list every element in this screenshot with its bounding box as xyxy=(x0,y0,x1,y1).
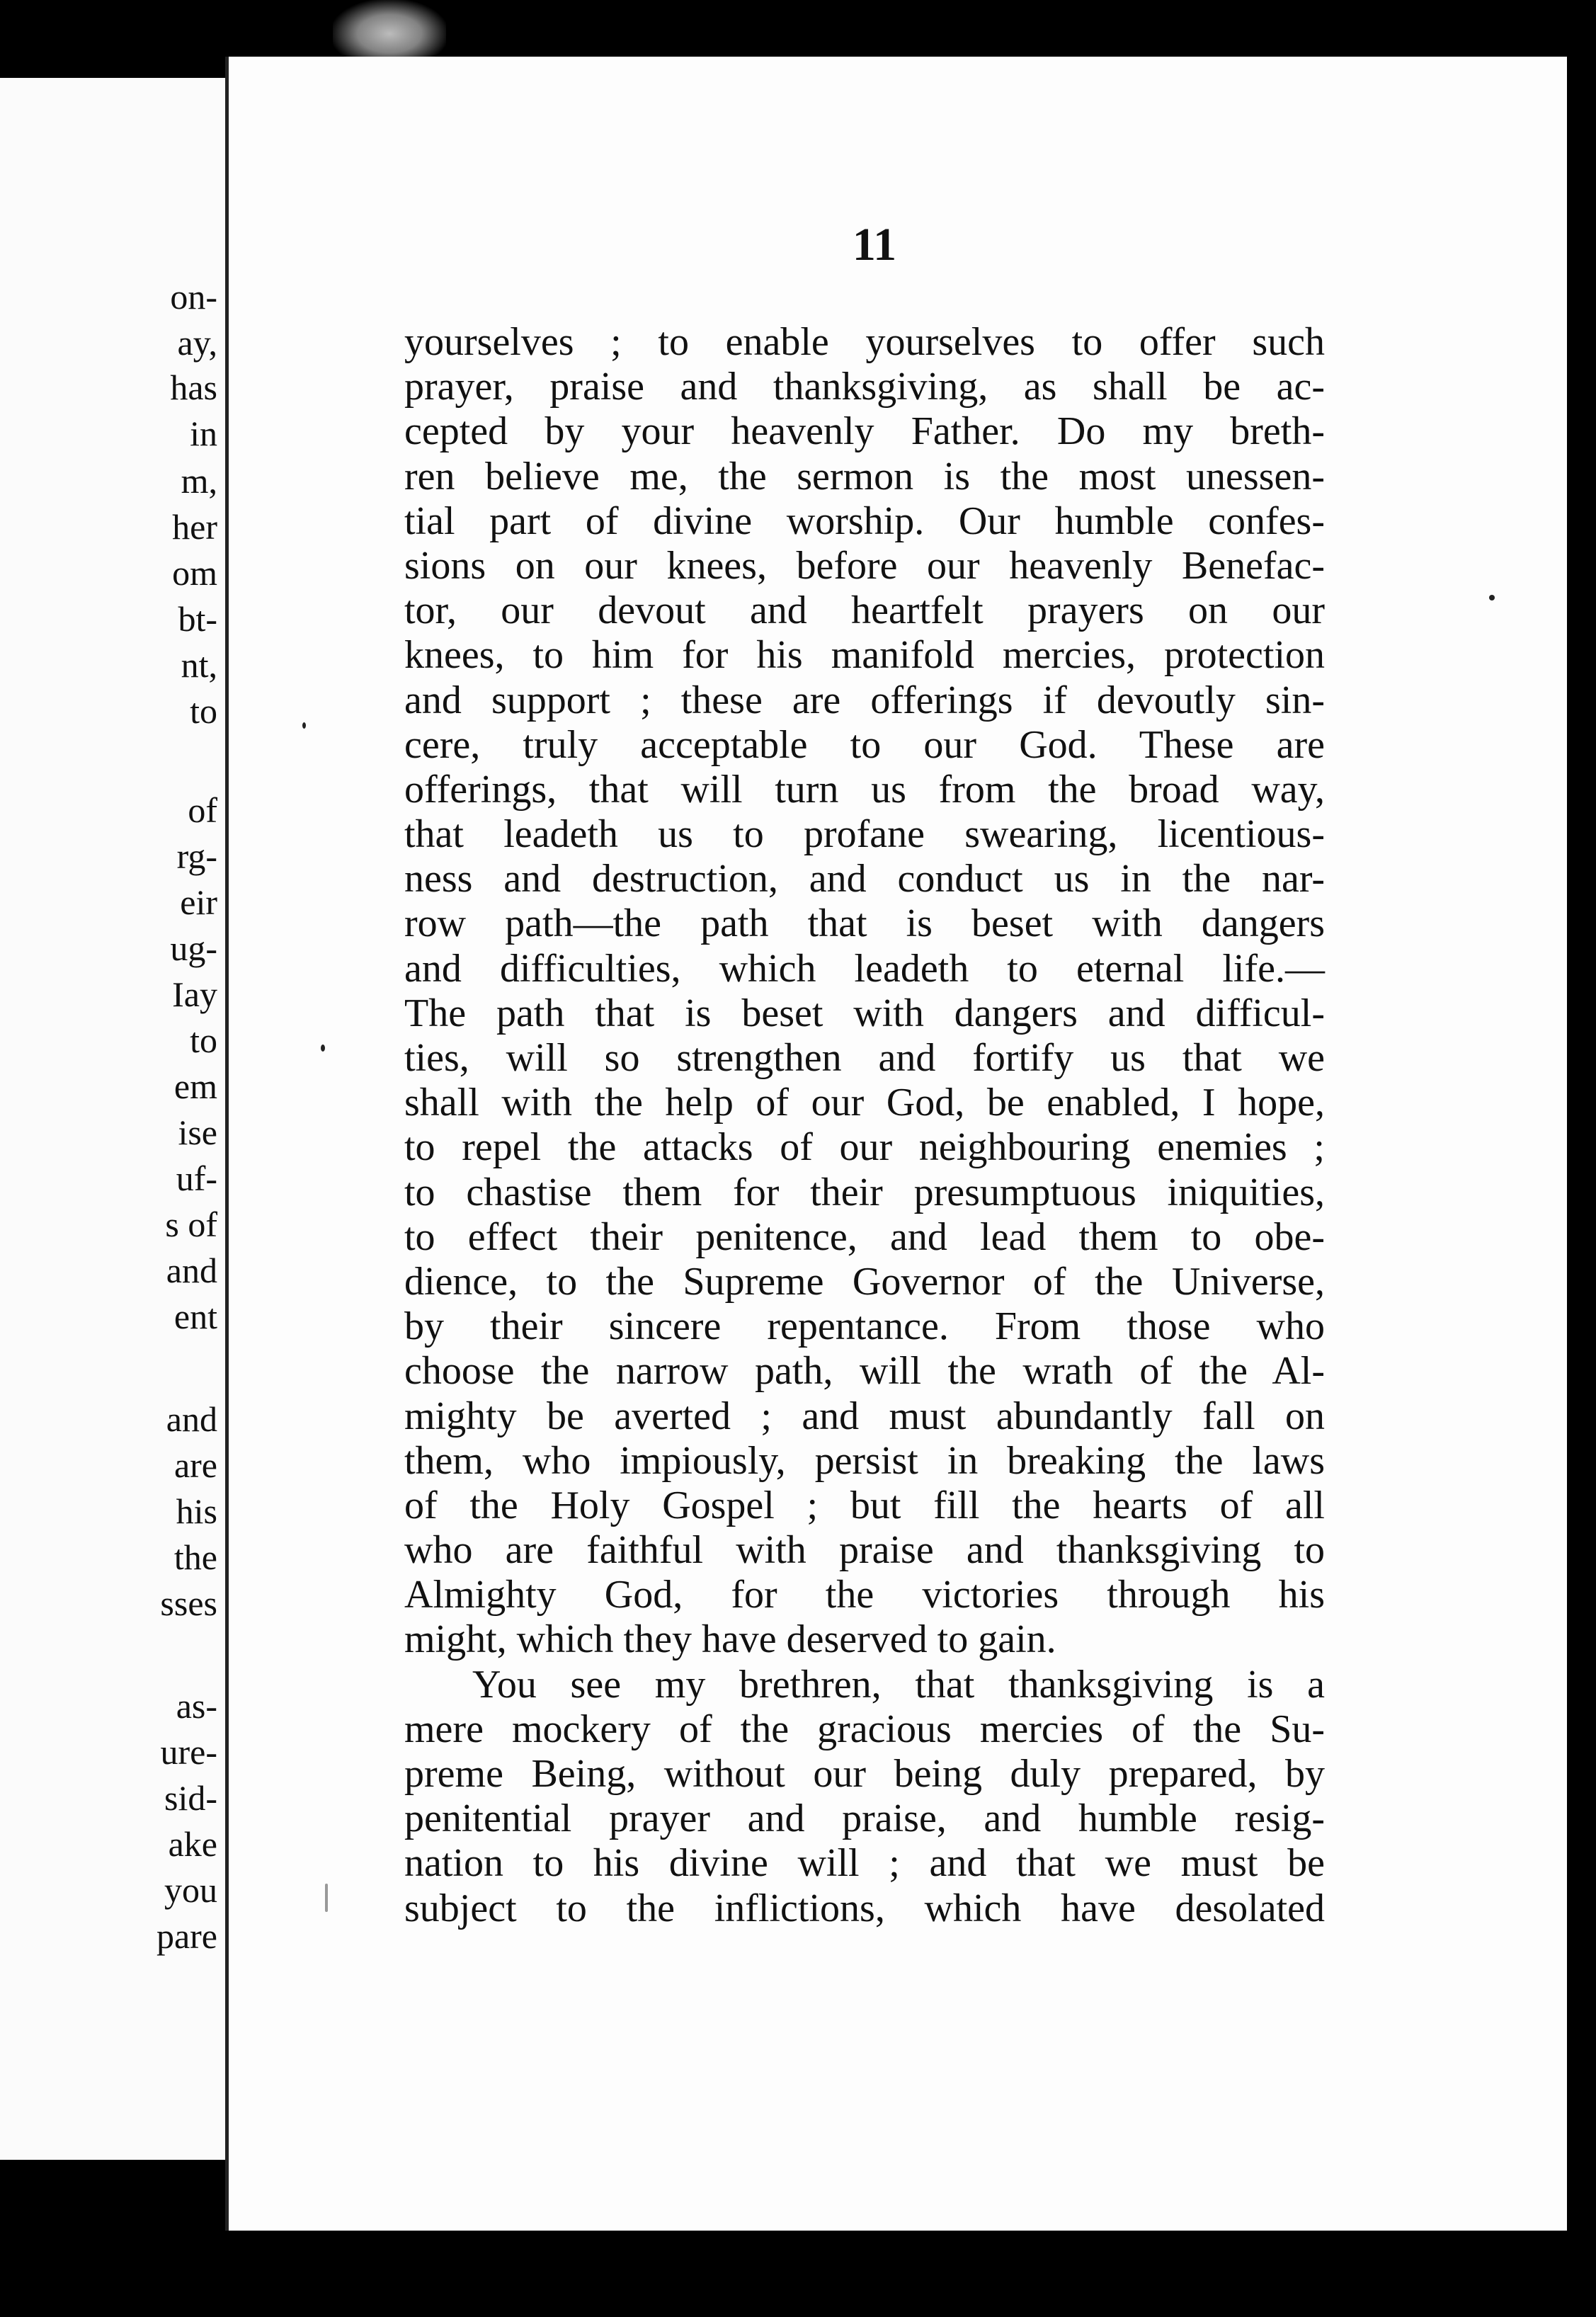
text-line: to chastise them for their presumptuous iniquities, xyxy=(404,1170,1325,1214)
left-text-fragment: m, xyxy=(181,461,217,501)
left-text-fragment: to xyxy=(190,1020,217,1060)
left-text-fragment: ure- xyxy=(160,1732,217,1772)
page-body-text xyxy=(404,320,1325,1931)
ink-speck xyxy=(302,722,306,729)
text-line: mere mockery of the gracious mercies of the Su- xyxy=(404,1707,1325,1751)
ink-speck xyxy=(321,1044,325,1052)
text-line: row path—the path that is beset with dangers xyxy=(404,901,1325,946)
text-line: who are faithful with praise and thanksgiving to xyxy=(404,1528,1325,1573)
left-text-fragment: pare xyxy=(156,1916,217,1956)
text-line: and support ; these are offerings if devoutly sin- xyxy=(404,678,1325,722)
left-text-fragment: you xyxy=(164,1870,217,1910)
text-line: ren believe me, the sermon is the most unessen- xyxy=(404,454,1325,499)
text-line: You see my brethren, that thanksgiving is a xyxy=(472,1662,1325,1707)
left-text-fragment: nt, xyxy=(181,645,217,685)
left-text-fragment: eir xyxy=(180,882,217,922)
left-text-fragment: his xyxy=(176,1491,217,1531)
text-line: penitential prayer and praise, and humble resig- xyxy=(404,1797,1325,1841)
text-line: ness and destruction, and conduct us in the nar- xyxy=(404,857,1325,901)
text-line: preme Being, without our being duly prepared, by xyxy=(404,1752,1325,1796)
left-text-fragment: ise xyxy=(178,1112,217,1152)
text-line: sions on our knees, before our heavenly Benefac- xyxy=(404,543,1325,588)
text-line: choose the narrow path, will the wrath of the Al- xyxy=(404,1349,1325,1394)
ink-speck xyxy=(1489,595,1495,600)
text-line: offerings, that will turn us from the broad way, xyxy=(404,767,1325,812)
left-text-fragment: to xyxy=(190,691,217,731)
text-line: cepted by your heavenly Father. Do my breth- xyxy=(404,409,1325,454)
text-line: to repel the attacks of our neighbouring enemies ; xyxy=(404,1125,1325,1170)
left-text-fragment: in xyxy=(190,414,217,453)
left-text-fragment: are xyxy=(173,1445,217,1485)
left-text-fragment: and xyxy=(166,1251,217,1290)
text-line: Almighty God, for the victories through his xyxy=(404,1573,1325,1617)
left-text-fragment: s of xyxy=(165,1205,217,1244)
text-line: subject to the inflictions, which have desolated xyxy=(404,1886,1325,1930)
text-line: mighty be averted ; and must abundantly fall on xyxy=(404,1394,1325,1438)
left-text-fragment: ent xyxy=(173,1297,217,1336)
ink-speck xyxy=(325,1884,328,1912)
left-page-fragment xyxy=(0,78,241,2160)
left-text-fragment: ay, xyxy=(177,323,217,363)
left-text-fragment: on- xyxy=(170,277,217,317)
right-page xyxy=(225,57,1567,2231)
left-text-fragment: sses xyxy=(160,1583,217,1623)
left-text-fragment: her xyxy=(172,507,217,547)
text-line: that leadeth us to profane swearing, licentious- xyxy=(404,812,1325,857)
left-text-fragment: has xyxy=(170,368,217,407)
text-line: and difficulties, which leadeth to eternal life.— xyxy=(404,946,1325,991)
text-line: shall with the help of our God, be enabled, I hope, xyxy=(404,1081,1325,1125)
text-line: ties, will so strengthen and fortify us that we xyxy=(404,1036,1325,1080)
left-text-fragment: om xyxy=(172,553,217,593)
left-text-fragment: ug- xyxy=(170,928,217,968)
text-line: them, who impiously, persist in breaking the laws xyxy=(404,1438,1325,1483)
text-line: yourselves ; to enable yourselves to offer such xyxy=(404,320,1325,364)
text-line: tial part of divine worship. Our humble confes- xyxy=(404,499,1325,543)
text-line: by their sincere repentance. From those who xyxy=(404,1304,1325,1349)
left-text-fragment: the xyxy=(173,1537,217,1577)
text-line: knees, to him for his manifold mercies, protection xyxy=(404,633,1325,678)
text-line: prayer, praise and thanksgiving, as shall be ac- xyxy=(404,365,1325,409)
left-text-fragment: ake xyxy=(168,1824,217,1864)
left-text-fragment: rg- xyxy=(176,836,217,876)
text-line: nation to his divine will ; and that we must be xyxy=(404,1841,1325,1886)
left-text-fragment: em xyxy=(173,1066,217,1106)
page-number: 11 xyxy=(852,219,897,271)
left-text-fragment: of xyxy=(188,790,217,830)
text-line: to effect their penitence, and lead them to obe- xyxy=(404,1214,1325,1259)
text-line: might, which they have deserved to gain. xyxy=(404,1617,1056,1662)
left-text-fragment: sid- xyxy=(164,1778,217,1818)
text-line: of the Holy Gospel ; but fill the hearts of all xyxy=(404,1483,1325,1527)
left-text-fragment: as- xyxy=(176,1686,217,1726)
text-line: cere, truly acceptable to our God. These are xyxy=(404,722,1325,767)
left-text-fragment: Iay xyxy=(172,974,217,1014)
left-text-fragment: bt- xyxy=(178,599,217,639)
left-text-fragment: and xyxy=(166,1399,217,1439)
text-line: The path that is beset with dangers and difficul- xyxy=(404,991,1325,1035)
text-line: dience, to the Supreme Governor of the Universe, xyxy=(404,1259,1325,1304)
left-text-fragment: uf- xyxy=(176,1158,217,1198)
text-line: tor, our devout and heartfelt prayers on our xyxy=(404,588,1325,633)
